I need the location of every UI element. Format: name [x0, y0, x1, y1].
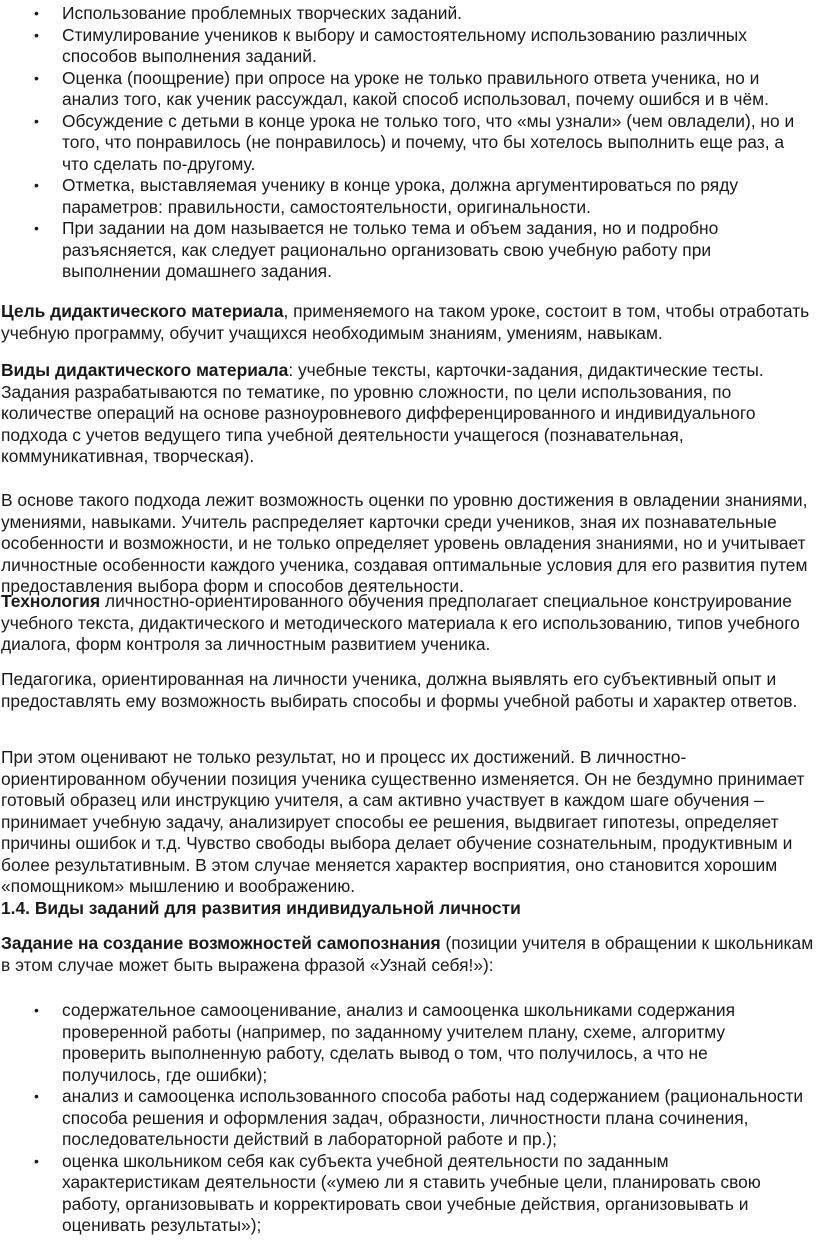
bullet-icon: •	[34, 177, 39, 193]
bullet-icon: •	[34, 1002, 39, 1018]
bullet-icon: •	[34, 26, 39, 43]
list-item	[0, 1151, 816, 1237]
section-heading	[0, 898, 816, 920]
task-text: (позиции учителя в обращении к школьникам в этом случае может быть выражена фразой «Узнай себя!»):	[1, 933, 814, 975]
bullet-icon: •	[34, 5, 39, 21]
list-item-text: анализ и самооценка использованного способа работы над содержанием (рациональности способа решения и оформления задач, образности, личностности плана сочинения, последовательности действий в лабораторной работе и пр.);	[62, 1086, 804, 1149]
list-item	[0, 218, 816, 283]
pedagogy-paragraph: Педагогика, ориентированная на личности ученика, должна выявлять его субъективный опыт и предоставлять ему возможность выбирать способы и формы учебной работы и характер ответов.	[1, 669, 798, 711]
list-item-text: Использование проблемных творческих заданий.	[62, 3, 463, 23]
list-item	[0, 1086, 816, 1151]
list-item	[0, 3, 816, 25]
bullet-icon: •	[34, 112, 39, 129]
self-knowledge-list	[0, 1000, 816, 1237]
bullet-icon: •	[34, 220, 39, 236]
section-heading-text: 1.4. Виды заданий для развития индивидуальной личности	[1, 898, 521, 918]
list-item-text: содержательное самооценивание, анализ и самооценка школьниками содержания проверенной работы (например, по заданному учителем плану, схеме, алгоритму проверить выполненную работу, сделать вывод о том, что получилось, а что не получилось, где ошибки);	[62, 1000, 736, 1085]
goal-paragraph	[0, 301, 816, 344]
list-item-text: Стимулирование учеников к выбору и самостоятельному использованию различных способов выполнения заданий.	[62, 24, 748, 66]
task-paragraph	[0, 933, 816, 976]
basis-paragraph: В основе такого подхода лежит возможность оценки по уровню достижения в овладении знаниями, умениями, навыками. Учитель распределяет карточки среди учеников, зная их познавательные особенности и возможности, и не только определяет уровень овладения знаниями, но и учитывает личностные особенности каждого ученика, создавая оптимальные условия для его развития путем предоставления выбора форм и способов деятельности.	[1, 490, 808, 596]
list-item-text: Обсуждение с детьми в конце урока не только того, что «мы узнали» (чем овладели), но и того, что понравилось (не понравилось) и почему, что бы хотелось выполнить еще раз, а что сделать по-другому.	[62, 110, 795, 174]
list-item	[0, 25, 816, 68]
list-item	[0, 175, 816, 218]
technology-term: Технология	[1, 591, 101, 611]
goal-term: Цель дидактического материала	[1, 301, 284, 321]
evaluation-paragraph: При этом оценивают не только результат, но и процесс их достижений. В личностно-ориентированном обучении позиция ученика существенно изменяется. Он не бездумно принимает готовый образец или инструкцию учителя, а сам активно участвует в каждом шаге обучения – принимает учебную задачу, анализирует способы ее решения, выдвигает гипотезы, определяет причины ошибок и т.д. Чувство свободы выбора делает обучение сознательным, продуктивным и более результативным. В этом случае меняется характер восприятия, оно становится хорошим «помощником» мышлению и воображению.	[1, 747, 805, 896]
technology-text: личностно-ориентированного обучения предполагает специальное конструирование учебного текста, дидактического и методического материала к его использованию, типов учебного диалога, форм контроля за личностным развитием ученика.	[1, 591, 800, 654]
list-item-text: При задании на дом называется не только тема и объем задания, но и подробно разъясняется, как следует рационально организовать свою учебную работу при выполнении домашнего задания.	[62, 218, 719, 281]
list-item-text: Оценка (поощрение) при опросе на уроке не только правильного ответа ученика, но и анализ того, как ученик рассуждал, какой способ использовал, почему ошибся и в чём.	[62, 67, 769, 109]
list-item-text: Отметка, выставляемая ученику в конце урока, должна аргументироваться по ряду параметров: правильности, самостоятельности, оригинальности.	[62, 175, 739, 217]
list-item	[0, 111, 816, 176]
goal-text: , применяемого на таком уроке, состоит в том, чтобы отработать учебную программу, обучит учащихся необходимым знаниям, умениям, навыкам.	[1, 301, 810, 343]
bullet-icon: •	[34, 1088, 39, 1104]
bullet-icon: •	[34, 69, 39, 86]
bullet-icon: •	[34, 1152, 39, 1169]
technology-paragraph	[0, 591, 816, 656]
list-item-text: оценка школьником себя как субъекта учебной деятельности по заданным характеристикам деятельности («умею ли я ставить учебные цели, планировать свою работу, организовывать и корректировать свои учебные действия, организовывать и оценивать результаты»);	[62, 1150, 761, 1235]
types-text: : учебные тексты, карточки-задания, дидактические тесты. Задания разрабатываются по тематике, по уровню сложности, по цели использования, по количестве операций на основе разноуровневого дифференцированного и индивидуального подхода с учетов ведущего типа учебной деятельности учащегося (познавательная, коммуникативная, творческая).	[1, 360, 764, 466]
practices-list	[0, 3, 816, 283]
types-paragraph	[0, 360, 816, 468]
list-item	[0, 1000, 816, 1086]
task-term: Задание на создание возможностей самопознания	[1, 933, 441, 953]
list-item	[0, 68, 816, 111]
types-term: Виды дидактического материала	[1, 360, 289, 380]
